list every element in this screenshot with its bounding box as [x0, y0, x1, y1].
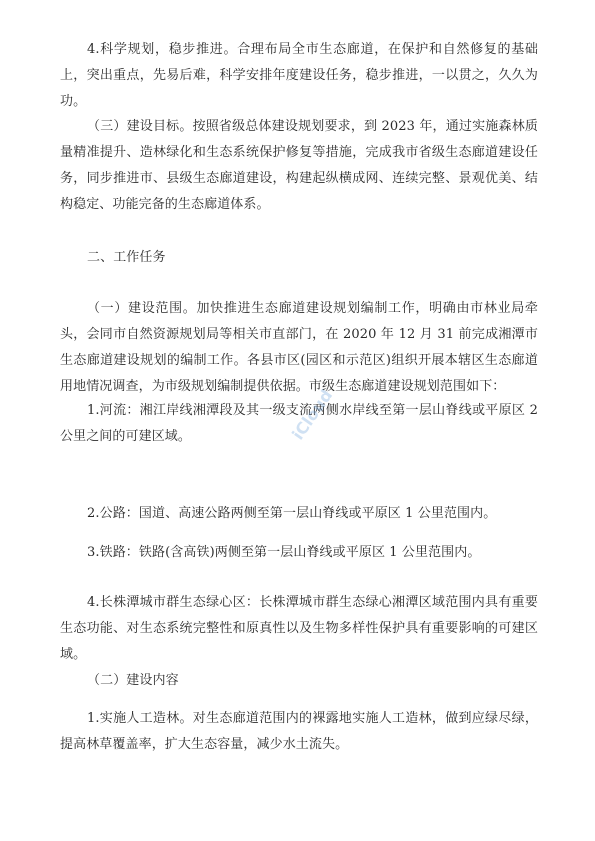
paragraph-principle-4: 4.科学规划，稳步推进。合理布局全市生态廊道，在保护和自然修复的基础上，突出重点，先易后难，科学安排年度建设任务，稳步推进，一以贯之，久久为功。	[60, 42, 538, 109]
list-item-green-heart: 4.长株潭城市群生态绿心区：长株潭城市群生态绿心湘潭区域范围内具有重要生态功能、对生态系统完整性和原真性以及生物多样性保护具有重要影响的可建区域。	[60, 595, 538, 662]
watermark: iCloud	[288, 386, 337, 444]
paragraph-construction-goal: （三）建设目标。按照省级总体建设规划要求，到 2023 年，通过实施森林质量精准提升、造林绿化和生态系统保护修复等措施，完成我市省级生态廊道建设任务，同步推进市、县级生态廊道建设，构建起纵横成网、连续完整、景观优美、结构稳定、功能完备的生态廊道体系。	[60, 119, 538, 212]
paragraph-construction-scope: （一）建设范围。加快推进生态廊道建设规划编制工作，明确由市林业局牵头，会同市自然资源规划局等相关市直部门，在 2020 年 12 月 31 前完成湘潭市生态廊道建设规划的编制工作。各县市区(园区和示范区)组织开展本辖区生态廊道用地情况调查，为市级规划编制提供依据。市级生态廊道建设规划范围如下：	[60, 301, 538, 394]
subheading-construction-content: （二）建设内容	[87, 673, 179, 688]
paragraph-artificial-afforestation: 1.实施人工造林。对生态廊道范围内的裸露地实施人工造林，做到应绿尽绿，提高林草覆盖率，扩大生态容量，减少水土流失。	[60, 711, 538, 752]
list-item-highways: 2.公路：国道、高速公路两侧至第一层山脊线或平原区 1 公里范围内。	[87, 506, 497, 521]
list-item-rivers: 1.河流：湘江岸线湘潭段及其一级支流两侧水岸线至第一层山脊线或平原区 2 公里之间的可建区域。	[60, 403, 538, 444]
section-heading-work-tasks: 二、工作任务	[87, 250, 166, 265]
list-item-railways: 3.铁路：铁路(含高铁)两侧至第一层山脊线或平原区 1 公里范围内。	[87, 545, 481, 560]
